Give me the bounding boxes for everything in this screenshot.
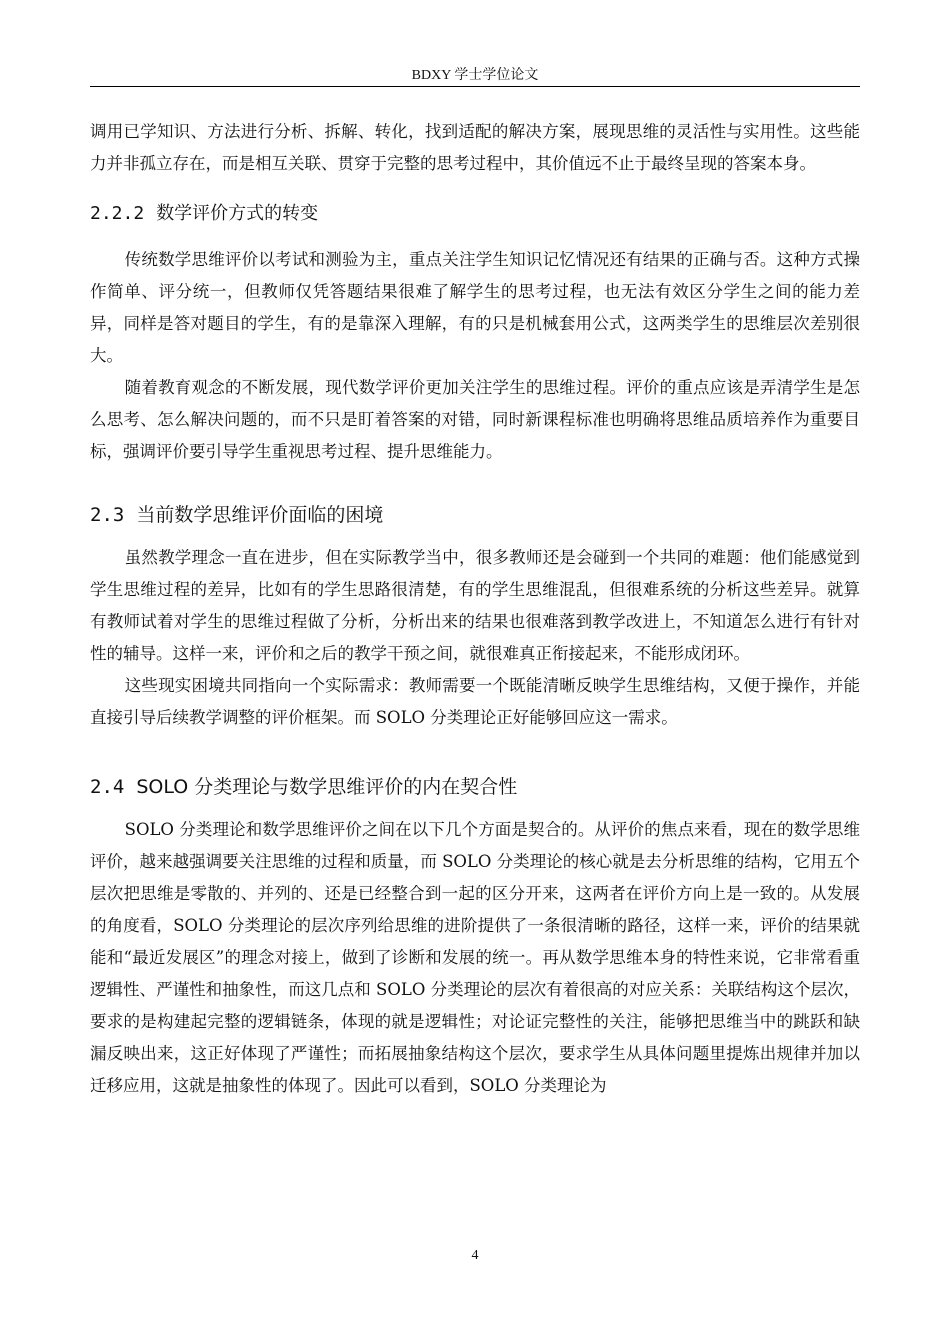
paragraph: 随着教育观念的不断发展，现代数学评价更加关注学生的思维过程。评价的重点应该是弄清学生是怎么思考、怎么解决问题的，而不只是盯着答案的对错，同时新课程标准也明确将思维品质培养作为重要目标，强调评价要引导学生重视思考过程、提升思维能力。: [90, 378, 860, 461]
section-heading-2-3: [90, 498, 860, 532]
running-header: BDXY 学士学位论文: [90, 64, 860, 87]
paragraph: 传统数学思维评价以考试和测验为主，重点关注学生知识记忆情况还有结果的正确与否。这种方式操作简单、评分统一，但教师仅凭答题结果很难了解学生的思考过程，也无法有效区分学生之间的能力差异，同样是答对题目的学生，有的是靠深入理解，有的只是机械套用公式，这两类学生的思维层次差别很大。: [90, 250, 860, 365]
paragraph: 虽然教学理念一直在进步，但在实际教学当中，很多教师还是会碰到一个共同的难题：他们能感觉到学生思维过程的差异，比如有的学生思路很清楚，有的学生思维混乱，但很难系统的分析这些差异。就算有教师试着对学生的思维过程做了分析，分析出来的结果也很难落到教学改进上，不知道怎么进行有针对性的辅导。这样一来，评价和之后的教学干预之间，就很难真正衔接起来，不能形成闭环。: [90, 548, 860, 663]
section-heading-2-4: [90, 770, 860, 804]
section-title: 数学评价方式的转变: [156, 203, 319, 224]
section-heading-2-2-2: [90, 198, 860, 230]
paragraph: 这些现实困境共同指向一个实际需求：教师需要一个既能清晰反映学生思维结构，又便于操作，并能直接引导后续教学调整的评价框架。而 SOLO 分类理论正好能够回应这一需求。: [90, 676, 860, 727]
section-number: 2.3: [90, 504, 125, 526]
paragraph: SOLO 分类理论和数学思维评价之间在以下几个方面是契合的。从评价的焦点来看，现在的数学思维评价，越来越强调要关注思维的过程和质量，而 SOLO 分类理论的核心就是去分析思维的结构，它用五个层次把思维是零散的、并列的、还是已经整合到一起的区分开来，这两者在评价方向上是一致的。从发展的角度看，SOLO 分类理论的层次序列给思维的进阶提供了一条很清晰的路径，这样一来，评价的结果就能和“最近发展区”的理念对接上，做到了诊断和发展的统一。再从数学思维本身的特性来说，它非常看重逻辑性、严谨性和抽象性，而这几点和 SOLO 分类理论的层次有着很高的对应关系：关联结构这个层次，要求的是构建起完整的逻辑链条，体现的就是逻辑性；对论证完整性的关注，能够把思维当中的跳跃和缺漏反映出来，这正好体现了严谨性；而拓展抽象结构这个层次，要求学生从具体问题里提炼出规律并加以迁移应用，这就是抽象性的体现了。因此可以看到，SOLO 分类理论为: [90, 820, 860, 1095]
page-body: [90, 116, 860, 1102]
page-number: 4: [471, 1248, 479, 1263]
section-title: 当前数学思维评价面临的困境: [136, 504, 384, 526]
intro-paragraph: 调用已学知识、方法进行分析、拆解、转化，找到适配的解决方案，展现思维的灵活性与实用性。这些能力并非孤立存在，而是相互关联、贯穿于完整的思考过程中，其价值远不止于最终呈现的答案本身。: [90, 122, 860, 173]
section-number: 2.4: [90, 776, 125, 798]
section-title: SOLO 分类理论与数学思维评价的内在契合性: [136, 776, 518, 798]
section-number: 2.2.2: [90, 203, 145, 224]
